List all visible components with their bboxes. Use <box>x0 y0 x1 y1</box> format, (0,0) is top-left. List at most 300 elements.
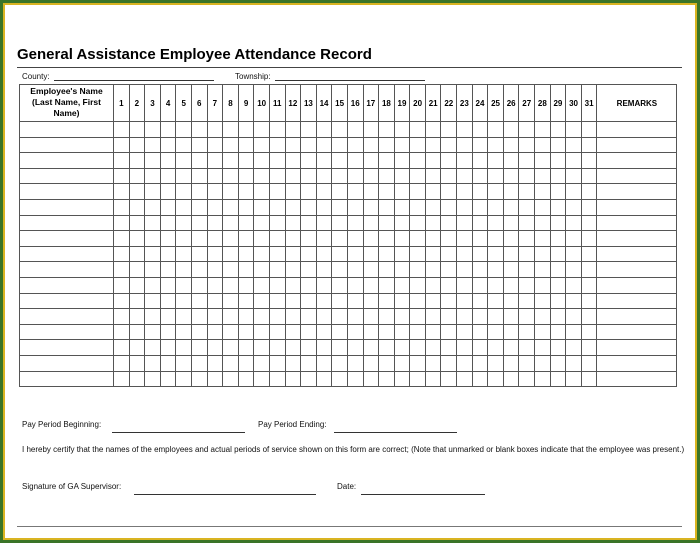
attendance-cell[interactable] <box>566 309 582 325</box>
attendance-cell[interactable] <box>176 215 192 231</box>
attendance-cell[interactable] <box>379 340 395 356</box>
attendance-cell[interactable] <box>410 262 426 278</box>
attendance-cell[interactable] <box>269 324 285 340</box>
attendance-cell[interactable] <box>363 293 379 309</box>
attendance-cell[interactable] <box>191 277 207 293</box>
attendance-cell[interactable] <box>269 184 285 200</box>
attendance-cell[interactable] <box>503 231 519 247</box>
attendance-cell[interactable] <box>160 355 176 371</box>
attendance-cell[interactable] <box>425 199 441 215</box>
attendance-cell[interactable] <box>519 137 535 153</box>
attendance-cell[interactable] <box>191 215 207 231</box>
attendance-cell[interactable] <box>191 137 207 153</box>
attendance-cell[interactable] <box>410 153 426 169</box>
attendance-cell[interactable] <box>441 168 457 184</box>
attendance-cell[interactable] <box>285 277 301 293</box>
pay-period-beginning-field[interactable] <box>112 432 245 433</box>
attendance-cell[interactable] <box>550 122 566 138</box>
attendance-cell[interactable] <box>207 309 223 325</box>
attendance-cell[interactable] <box>394 215 410 231</box>
attendance-cell[interactable] <box>394 355 410 371</box>
attendance-cell[interactable] <box>394 199 410 215</box>
attendance-cell[interactable] <box>269 309 285 325</box>
attendance-cell[interactable] <box>425 262 441 278</box>
attendance-cell[interactable] <box>114 231 130 247</box>
attendance-cell[interactable] <box>550 293 566 309</box>
attendance-cell[interactable] <box>332 262 348 278</box>
attendance-cell[interactable] <box>457 246 473 262</box>
attendance-cell[interactable] <box>394 277 410 293</box>
attendance-cell[interactable] <box>301 246 317 262</box>
attendance-cell[interactable] <box>254 324 270 340</box>
attendance-cell[interactable] <box>316 168 332 184</box>
attendance-cell[interactable] <box>145 184 161 200</box>
attendance-cell[interactable] <box>207 137 223 153</box>
attendance-cell[interactable] <box>114 153 130 169</box>
signature-field[interactable] <box>134 494 316 495</box>
attendance-cell[interactable] <box>472 215 488 231</box>
attendance-cell[interactable] <box>347 324 363 340</box>
pay-period-ending-field[interactable] <box>334 432 457 433</box>
attendance-cell[interactable] <box>519 277 535 293</box>
remarks-cell[interactable] <box>597 231 677 247</box>
attendance-cell[interactable] <box>503 246 519 262</box>
attendance-cell[interactable] <box>472 168 488 184</box>
attendance-cell[interactable] <box>238 122 254 138</box>
attendance-cell[interactable] <box>129 355 145 371</box>
attendance-cell[interactable] <box>410 137 426 153</box>
attendance-cell[interactable] <box>254 293 270 309</box>
attendance-cell[interactable] <box>363 168 379 184</box>
attendance-cell[interactable] <box>410 168 426 184</box>
attendance-cell[interactable] <box>316 371 332 387</box>
attendance-cell[interactable] <box>566 168 582 184</box>
remarks-cell[interactable] <box>597 277 677 293</box>
attendance-cell[interactable] <box>519 293 535 309</box>
attendance-cell[interactable] <box>285 184 301 200</box>
attendance-cell[interactable] <box>488 137 504 153</box>
remarks-cell[interactable] <box>597 309 677 325</box>
attendance-cell[interactable] <box>332 340 348 356</box>
attendance-cell[interactable] <box>379 324 395 340</box>
attendance-cell[interactable] <box>254 153 270 169</box>
attendance-cell[interactable] <box>535 324 551 340</box>
attendance-cell[interactable] <box>519 215 535 231</box>
employee-name-cell[interactable] <box>20 277 114 293</box>
attendance-cell[interactable] <box>363 309 379 325</box>
remarks-cell[interactable] <box>597 246 677 262</box>
attendance-cell[interactable] <box>269 277 285 293</box>
attendance-cell[interactable] <box>488 371 504 387</box>
attendance-cell[interactable] <box>114 355 130 371</box>
attendance-cell[interactable] <box>269 246 285 262</box>
attendance-cell[interactable] <box>488 215 504 231</box>
attendance-cell[interactable] <box>254 246 270 262</box>
attendance-cell[interactable] <box>379 184 395 200</box>
attendance-cell[interactable] <box>410 309 426 325</box>
attendance-cell[interactable] <box>160 168 176 184</box>
attendance-cell[interactable] <box>160 262 176 278</box>
attendance-cell[interactable] <box>316 340 332 356</box>
attendance-cell[interactable] <box>550 309 566 325</box>
attendance-cell[interactable] <box>145 293 161 309</box>
attendance-cell[interactable] <box>394 324 410 340</box>
attendance-cell[interactable] <box>254 215 270 231</box>
attendance-cell[interactable] <box>145 137 161 153</box>
attendance-cell[interactable] <box>457 122 473 138</box>
employee-name-cell[interactable] <box>20 246 114 262</box>
attendance-cell[interactable] <box>238 293 254 309</box>
employee-name-cell[interactable] <box>20 184 114 200</box>
attendance-cell[interactable] <box>223 231 239 247</box>
attendance-cell[interactable] <box>394 122 410 138</box>
attendance-cell[interactable] <box>114 199 130 215</box>
attendance-cell[interactable] <box>145 215 161 231</box>
attendance-cell[interactable] <box>316 262 332 278</box>
attendance-cell[interactable] <box>566 246 582 262</box>
attendance-cell[interactable] <box>129 168 145 184</box>
attendance-cell[interactable] <box>223 340 239 356</box>
attendance-cell[interactable] <box>379 371 395 387</box>
attendance-cell[interactable] <box>441 184 457 200</box>
attendance-cell[interactable] <box>503 184 519 200</box>
attendance-cell[interactable] <box>503 277 519 293</box>
attendance-cell[interactable] <box>254 184 270 200</box>
attendance-cell[interactable] <box>191 324 207 340</box>
attendance-cell[interactable] <box>457 231 473 247</box>
attendance-cell[interactable] <box>285 324 301 340</box>
attendance-cell[interactable] <box>581 153 597 169</box>
attendance-cell[interactable] <box>347 153 363 169</box>
attendance-cell[interactable] <box>207 215 223 231</box>
attendance-cell[interactable] <box>176 246 192 262</box>
attendance-cell[interactable] <box>503 215 519 231</box>
attendance-cell[interactable] <box>207 293 223 309</box>
attendance-cell[interactable] <box>285 355 301 371</box>
attendance-cell[interactable] <box>503 153 519 169</box>
attendance-cell[interactable] <box>347 340 363 356</box>
attendance-cell[interactable] <box>441 309 457 325</box>
attendance-cell[interactable] <box>394 184 410 200</box>
attendance-cell[interactable] <box>457 309 473 325</box>
attendance-cell[interactable] <box>191 231 207 247</box>
attendance-cell[interactable] <box>223 215 239 231</box>
attendance-cell[interactable] <box>301 153 317 169</box>
attendance-cell[interactable] <box>332 293 348 309</box>
remarks-cell[interactable] <box>597 293 677 309</box>
attendance-cell[interactable] <box>176 137 192 153</box>
attendance-cell[interactable] <box>223 122 239 138</box>
attendance-cell[interactable] <box>191 184 207 200</box>
attendance-cell[interactable] <box>503 371 519 387</box>
attendance-cell[interactable] <box>145 355 161 371</box>
attendance-cell[interactable] <box>363 371 379 387</box>
attendance-cell[interactable] <box>176 262 192 278</box>
attendance-cell[interactable] <box>223 355 239 371</box>
attendance-cell[interactable] <box>347 262 363 278</box>
attendance-cell[interactable] <box>457 184 473 200</box>
attendance-cell[interactable] <box>269 340 285 356</box>
attendance-cell[interactable] <box>410 122 426 138</box>
attendance-cell[interactable] <box>550 153 566 169</box>
attendance-cell[interactable] <box>114 309 130 325</box>
attendance-cell[interactable] <box>581 309 597 325</box>
attendance-cell[interactable] <box>207 324 223 340</box>
attendance-cell[interactable] <box>488 168 504 184</box>
attendance-cell[interactable] <box>488 199 504 215</box>
attendance-cell[interactable] <box>472 137 488 153</box>
attendance-cell[interactable] <box>114 137 130 153</box>
attendance-cell[interactable] <box>301 309 317 325</box>
attendance-cell[interactable] <box>425 277 441 293</box>
remarks-cell[interactable] <box>597 355 677 371</box>
attendance-cell[interactable] <box>425 246 441 262</box>
attendance-cell[interactable] <box>581 168 597 184</box>
attendance-cell[interactable] <box>363 137 379 153</box>
attendance-cell[interactable] <box>503 355 519 371</box>
attendance-cell[interactable] <box>223 262 239 278</box>
attendance-cell[interactable] <box>581 355 597 371</box>
attendance-cell[interactable] <box>160 215 176 231</box>
attendance-cell[interactable] <box>488 355 504 371</box>
attendance-cell[interactable] <box>254 122 270 138</box>
attendance-cell[interactable] <box>503 324 519 340</box>
attendance-cell[interactable] <box>238 199 254 215</box>
attendance-cell[interactable] <box>550 355 566 371</box>
attendance-cell[interactable] <box>114 371 130 387</box>
attendance-cell[interactable] <box>535 153 551 169</box>
attendance-cell[interactable] <box>129 215 145 231</box>
attendance-cell[interactable] <box>207 262 223 278</box>
attendance-cell[interactable] <box>425 355 441 371</box>
attendance-cell[interactable] <box>472 309 488 325</box>
attendance-cell[interactable] <box>160 122 176 138</box>
employee-name-cell[interactable] <box>20 199 114 215</box>
attendance-cell[interactable] <box>285 168 301 184</box>
attendance-cell[interactable] <box>129 309 145 325</box>
attendance-cell[interactable] <box>488 184 504 200</box>
attendance-cell[interactable] <box>379 246 395 262</box>
attendance-cell[interactable] <box>441 231 457 247</box>
attendance-cell[interactable] <box>332 122 348 138</box>
attendance-cell[interactable] <box>160 293 176 309</box>
attendance-cell[interactable] <box>550 215 566 231</box>
attendance-cell[interactable] <box>425 324 441 340</box>
remarks-cell[interactable] <box>597 262 677 278</box>
attendance-cell[interactable] <box>519 355 535 371</box>
attendance-cell[interactable] <box>550 199 566 215</box>
attendance-cell[interactable] <box>238 153 254 169</box>
attendance-cell[interactable] <box>316 153 332 169</box>
attendance-cell[interactable] <box>410 231 426 247</box>
attendance-cell[interactable] <box>332 184 348 200</box>
attendance-cell[interactable] <box>347 371 363 387</box>
employee-name-cell[interactable] <box>20 153 114 169</box>
attendance-cell[interactable] <box>269 215 285 231</box>
employee-name-cell[interactable] <box>20 137 114 153</box>
attendance-cell[interactable] <box>238 371 254 387</box>
attendance-cell[interactable] <box>581 246 597 262</box>
attendance-cell[interactable] <box>379 199 395 215</box>
attendance-cell[interactable] <box>535 262 551 278</box>
attendance-cell[interactable] <box>223 168 239 184</box>
attendance-cell[interactable] <box>519 262 535 278</box>
employee-name-cell[interactable] <box>20 371 114 387</box>
attendance-cell[interactable] <box>410 324 426 340</box>
attendance-cell[interactable] <box>566 355 582 371</box>
attendance-cell[interactable] <box>145 168 161 184</box>
attendance-cell[interactable] <box>550 324 566 340</box>
attendance-cell[interactable] <box>550 262 566 278</box>
attendance-cell[interactable] <box>223 246 239 262</box>
attendance-cell[interactable] <box>472 122 488 138</box>
attendance-cell[interactable] <box>379 168 395 184</box>
attendance-cell[interactable] <box>129 122 145 138</box>
attendance-cell[interactable] <box>301 293 317 309</box>
date-field[interactable] <box>361 494 485 495</box>
attendance-cell[interactable] <box>379 137 395 153</box>
attendance-cell[interactable] <box>238 231 254 247</box>
attendance-cell[interactable] <box>503 293 519 309</box>
attendance-cell[interactable] <box>347 355 363 371</box>
attendance-cell[interactable] <box>550 231 566 247</box>
attendance-cell[interactable] <box>254 231 270 247</box>
attendance-cell[interactable] <box>223 137 239 153</box>
attendance-cell[interactable] <box>503 168 519 184</box>
attendance-cell[interactable] <box>129 246 145 262</box>
attendance-cell[interactable] <box>410 355 426 371</box>
attendance-cell[interactable] <box>472 355 488 371</box>
attendance-cell[interactable] <box>535 293 551 309</box>
attendance-cell[interactable] <box>379 355 395 371</box>
attendance-cell[interactable] <box>535 277 551 293</box>
attendance-cell[interactable] <box>503 122 519 138</box>
remarks-cell[interactable] <box>597 340 677 356</box>
attendance-cell[interactable] <box>488 153 504 169</box>
attendance-cell[interactable] <box>269 153 285 169</box>
attendance-cell[interactable] <box>301 215 317 231</box>
attendance-cell[interactable] <box>581 231 597 247</box>
attendance-cell[interactable] <box>145 309 161 325</box>
attendance-cell[interactable] <box>238 215 254 231</box>
attendance-cell[interactable] <box>160 371 176 387</box>
attendance-cell[interactable] <box>332 168 348 184</box>
attendance-cell[interactable] <box>176 231 192 247</box>
attendance-cell[interactable] <box>269 231 285 247</box>
attendance-cell[interactable] <box>379 293 395 309</box>
attendance-cell[interactable] <box>160 309 176 325</box>
attendance-cell[interactable] <box>223 293 239 309</box>
attendance-cell[interactable] <box>114 168 130 184</box>
attendance-cell[interactable] <box>347 246 363 262</box>
attendance-cell[interactable] <box>425 184 441 200</box>
attendance-cell[interactable] <box>488 324 504 340</box>
attendance-cell[interactable] <box>176 309 192 325</box>
attendance-cell[interactable] <box>566 340 582 356</box>
attendance-cell[interactable] <box>457 355 473 371</box>
attendance-cell[interactable] <box>176 199 192 215</box>
attendance-cell[interactable] <box>238 246 254 262</box>
attendance-cell[interactable] <box>488 277 504 293</box>
attendance-cell[interactable] <box>223 371 239 387</box>
attendance-cell[interactable] <box>301 340 317 356</box>
attendance-cell[interactable] <box>363 122 379 138</box>
attendance-cell[interactable] <box>441 355 457 371</box>
attendance-cell[interactable] <box>457 199 473 215</box>
attendance-cell[interactable] <box>269 168 285 184</box>
attendance-cell[interactable] <box>191 340 207 356</box>
attendance-cell[interactable] <box>160 153 176 169</box>
attendance-cell[interactable] <box>301 277 317 293</box>
attendance-cell[interactable] <box>223 324 239 340</box>
attendance-cell[interactable] <box>425 293 441 309</box>
attendance-cell[interactable] <box>550 277 566 293</box>
attendance-cell[interactable] <box>285 215 301 231</box>
attendance-cell[interactable] <box>394 371 410 387</box>
attendance-cell[interactable] <box>223 277 239 293</box>
attendance-cell[interactable] <box>425 309 441 325</box>
attendance-cell[interactable] <box>254 371 270 387</box>
attendance-cell[interactable] <box>176 122 192 138</box>
attendance-cell[interactable] <box>394 231 410 247</box>
attendance-cell[interactable] <box>457 137 473 153</box>
attendance-cell[interactable] <box>472 371 488 387</box>
attendance-cell[interactable] <box>581 324 597 340</box>
attendance-cell[interactable] <box>363 355 379 371</box>
attendance-cell[interactable] <box>254 309 270 325</box>
attendance-cell[interactable] <box>316 246 332 262</box>
attendance-cell[interactable] <box>550 371 566 387</box>
attendance-cell[interactable] <box>363 231 379 247</box>
attendance-cell[interactable] <box>176 324 192 340</box>
attendance-cell[interactable] <box>410 199 426 215</box>
attendance-cell[interactable] <box>316 184 332 200</box>
attendance-cell[interactable] <box>129 324 145 340</box>
attendance-cell[interactable] <box>519 199 535 215</box>
attendance-cell[interactable] <box>207 231 223 247</box>
employee-name-cell[interactable] <box>20 324 114 340</box>
attendance-cell[interactable] <box>347 137 363 153</box>
attendance-cell[interactable] <box>457 277 473 293</box>
attendance-cell[interactable] <box>129 153 145 169</box>
remarks-cell[interactable] <box>597 168 677 184</box>
attendance-cell[interactable] <box>566 199 582 215</box>
attendance-cell[interactable] <box>425 215 441 231</box>
attendance-cell[interactable] <box>566 277 582 293</box>
attendance-cell[interactable] <box>441 137 457 153</box>
attendance-cell[interactable] <box>425 122 441 138</box>
attendance-cell[interactable] <box>550 340 566 356</box>
attendance-cell[interactable] <box>160 246 176 262</box>
attendance-cell[interactable] <box>285 340 301 356</box>
attendance-cell[interactable] <box>332 355 348 371</box>
attendance-cell[interactable] <box>316 293 332 309</box>
attendance-cell[interactable] <box>207 340 223 356</box>
attendance-cell[interactable] <box>535 371 551 387</box>
remarks-cell[interactable] <box>597 153 677 169</box>
attendance-cell[interactable] <box>363 324 379 340</box>
remarks-cell[interactable] <box>597 199 677 215</box>
attendance-cell[interactable] <box>129 293 145 309</box>
attendance-cell[interactable] <box>410 215 426 231</box>
attendance-cell[interactable] <box>145 246 161 262</box>
attendance-cell[interactable] <box>566 262 582 278</box>
attendance-cell[interactable] <box>566 153 582 169</box>
attendance-cell[interactable] <box>285 262 301 278</box>
attendance-cell[interactable] <box>347 184 363 200</box>
attendance-cell[interactable] <box>472 153 488 169</box>
attendance-cell[interactable] <box>223 184 239 200</box>
